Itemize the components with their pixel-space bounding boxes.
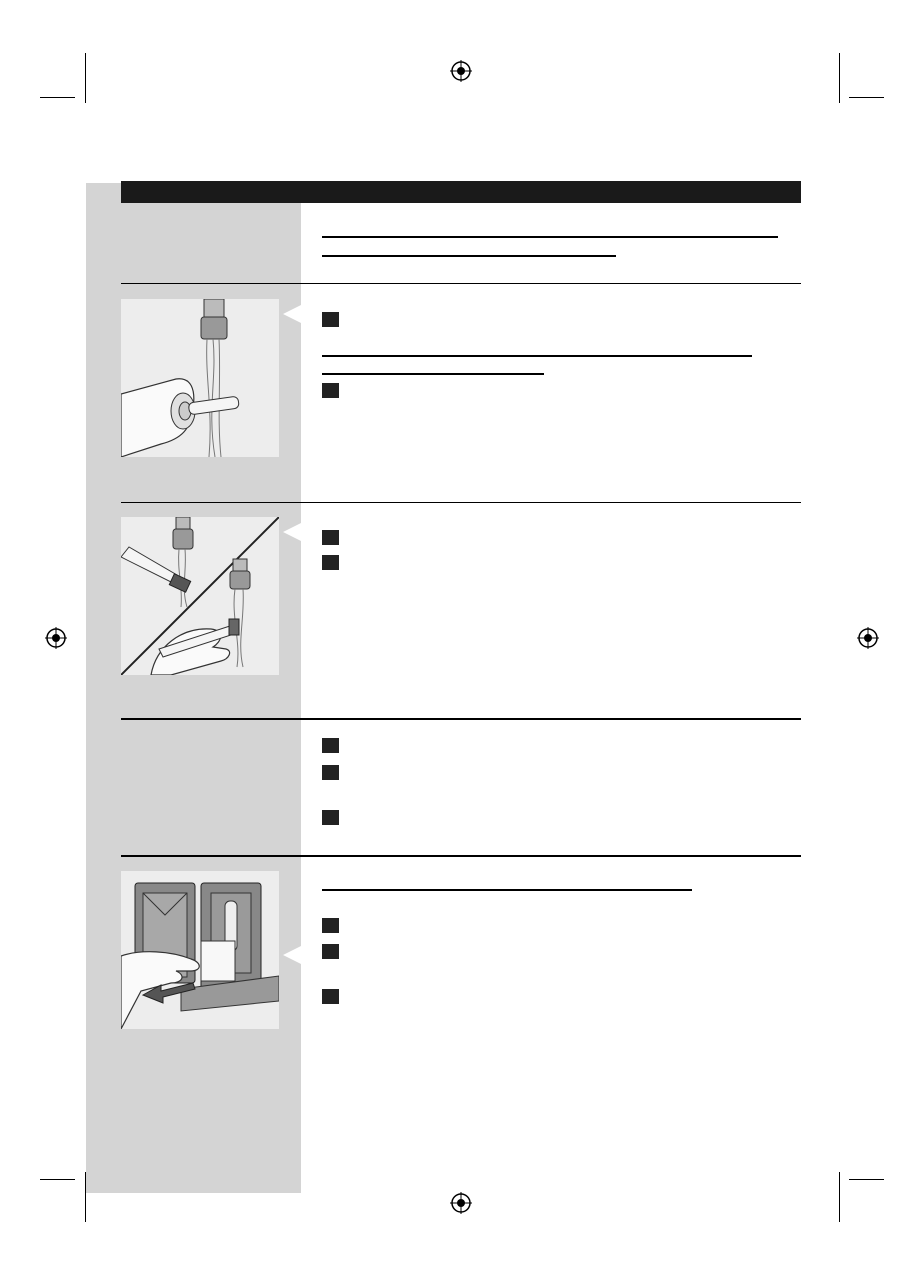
section-divider bbox=[121, 718, 801, 720]
illustration-brush-head-rinsing bbox=[121, 517, 279, 675]
crop-mark-top-right-horizontal bbox=[849, 97, 884, 98]
step-marker-icon bbox=[322, 555, 339, 570]
crop-mark-bottom-right-vertical bbox=[839, 1172, 840, 1222]
crop-mark-top-right-vertical bbox=[839, 53, 840, 103]
step-marker-icon bbox=[322, 918, 339, 933]
intro-text-line bbox=[322, 255, 616, 257]
illustration-charger-case-cleaning bbox=[121, 871, 279, 1029]
step-marker-icon bbox=[322, 383, 339, 398]
subheading-text-line bbox=[322, 355, 752, 357]
section-divider bbox=[121, 855, 801, 857]
step-marker-icon bbox=[322, 810, 339, 825]
crop-mark-bottom-left-horizontal bbox=[40, 1179, 75, 1180]
step-marker-icon bbox=[322, 944, 339, 959]
crop-mark-bottom-right-horizontal bbox=[849, 1179, 884, 1180]
illustration-pointer bbox=[283, 305, 301, 323]
registration-mark-icon-right bbox=[857, 627, 879, 649]
step-marker-icon bbox=[322, 312, 339, 327]
registration-mark-icon-top bbox=[450, 60, 472, 82]
step-marker-icon bbox=[322, 530, 339, 545]
illustration-pointer bbox=[283, 946, 301, 964]
section-divider bbox=[121, 283, 801, 284]
step-marker-icon bbox=[322, 738, 339, 753]
step-marker-icon bbox=[322, 765, 339, 780]
section-divider bbox=[121, 502, 801, 503]
intro-text-line bbox=[322, 236, 778, 238]
chapter-header-bar bbox=[121, 181, 801, 203]
illustration-handle-under-tap bbox=[121, 299, 279, 457]
step-marker-icon bbox=[322, 989, 339, 1004]
subheading-text-line bbox=[322, 889, 692, 891]
registration-mark-icon-bottom bbox=[450, 1192, 472, 1214]
crop-mark-top-left-horizontal bbox=[40, 97, 75, 98]
crop-mark-top-left-vertical bbox=[85, 53, 86, 103]
registration-mark-icon-left bbox=[45, 627, 67, 649]
subheading-text-line bbox=[322, 373, 544, 375]
illustration-pointer bbox=[283, 523, 301, 541]
